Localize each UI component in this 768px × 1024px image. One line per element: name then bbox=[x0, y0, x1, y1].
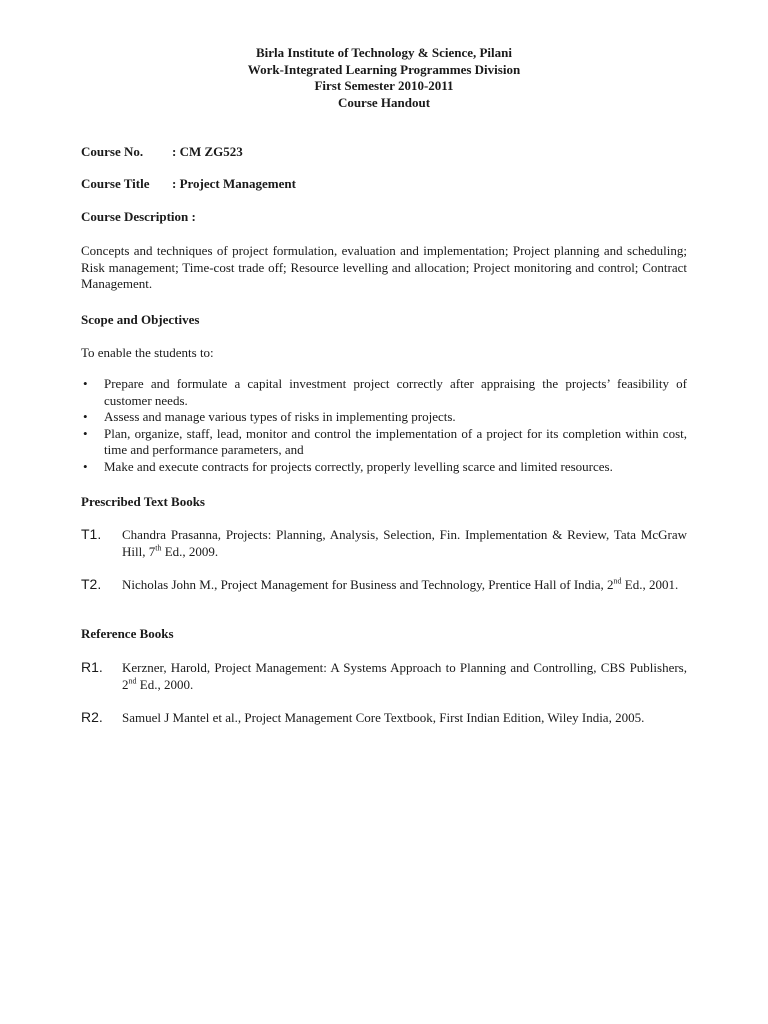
bullet-icon: • bbox=[83, 458, 88, 474]
bullet-icon: • bbox=[83, 376, 88, 391]
reference-code: R2. bbox=[81, 709, 103, 725]
course-title-label: Course Title bbox=[81, 176, 150, 191]
bullet-icon: • bbox=[83, 425, 88, 441]
bullet-icon: • bbox=[83, 409, 88, 424]
reference-book-r2 bbox=[81, 710, 687, 727]
objective-text: Plan, organize, staff, lead, monitor and control the implementation of a project for its completion within cost, time and performance parameters, and bbox=[104, 425, 687, 457]
reference-text: Kerzner, Harold, Project Management: A Systems Approach to Planning and Controlling, CBS Publishers, 2nd Ed., 2000. bbox=[122, 660, 687, 692]
scope-intro: To enable the students to: bbox=[81, 345, 214, 360]
objective-text: Assess and manage various types of risks in implementing projects. bbox=[104, 409, 456, 424]
list-item bbox=[81, 426, 687, 459]
objective-text: Make and execute contracts for projects correctly, properly levelling scarce and limited resources. bbox=[104, 458, 613, 474]
document-header bbox=[0, 45, 768, 111]
text-book-t2 bbox=[81, 577, 687, 594]
semester-label: First Semester 2010-2011 bbox=[314, 78, 454, 93]
course-description-heading: Course Description : bbox=[81, 209, 196, 224]
list-item bbox=[81, 459, 687, 476]
reference-books-heading: Reference Books bbox=[81, 626, 174, 641]
reference-code: R1. bbox=[81, 659, 103, 675]
text-book-t1 bbox=[81, 527, 687, 560]
course-no-label: Course No. bbox=[81, 144, 144, 159]
reference-code: T1. bbox=[81, 526, 102, 542]
text-books-heading: Prescribed Text Books bbox=[81, 494, 205, 509]
course-no-value: : CM ZG523 bbox=[172, 144, 243, 159]
reference-book-r1 bbox=[81, 660, 687, 693]
institute-name: Birla Institute of Technology & Science, Pilani bbox=[255, 45, 513, 60]
document-title: Course Handout bbox=[337, 94, 431, 110]
list-item bbox=[81, 376, 687, 409]
course-description-text: Concepts and techniques of project formulation, evaluation and implementation; Project planning and scheduling; Risk management; Time-cost trade off; Resource levelling and allocation; Project monitoring and control; Contract Management. bbox=[81, 243, 687, 291]
objectives-list bbox=[81, 376, 687, 475]
course-title-value: : Project Management bbox=[172, 176, 296, 191]
scope-heading: Scope and Objectives bbox=[81, 312, 200, 327]
objective-text: Prepare and formulate a capital investment project correctly after appraising the projects’ feasibility of customer needs. bbox=[104, 376, 687, 408]
reference-text: Samuel J Mantel et al., Project Management Core Textbook, First Indian Edition, Wiley India, 2005. bbox=[122, 710, 645, 725]
reference-text: Chandra Prasanna, Projects: Planning, Analysis, Selection, Fin. Implementation & Review, Tata McGraw Hill, 7th Ed., 2009. bbox=[122, 527, 687, 559]
reference-text: Nicholas John M., Project Management for Business and Technology, Prentice Hall of India, 2nd Ed., 2001. bbox=[122, 576, 679, 592]
division-name: Work-Integrated Learning Programmes Division bbox=[247, 61, 521, 77]
list-item bbox=[81, 409, 687, 426]
reference-code: T2. bbox=[81, 576, 102, 592]
